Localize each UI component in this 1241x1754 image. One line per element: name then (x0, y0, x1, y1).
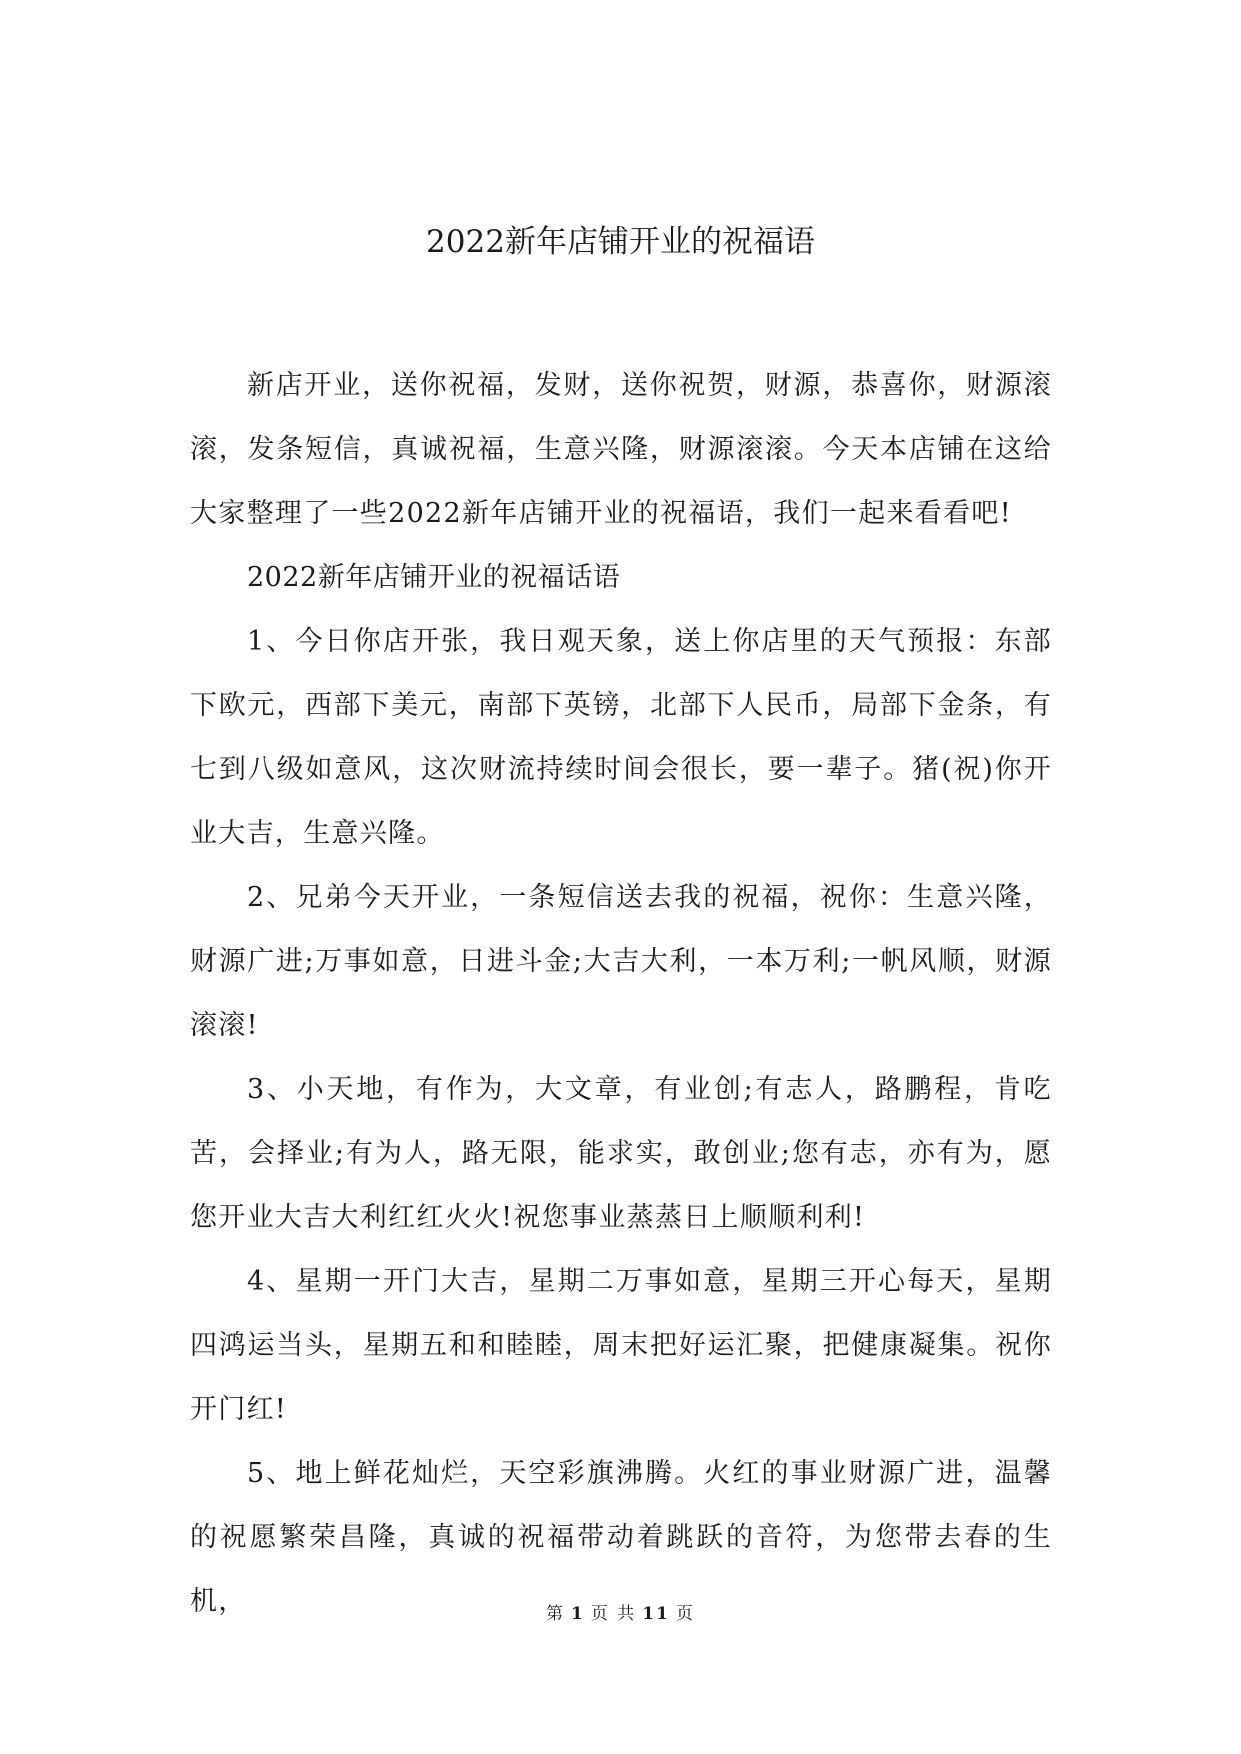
current-page-number: 1 (571, 1604, 585, 1624)
greeting-item-4: 4、星期一开门大吉，星期二万事如意，星期三开心每天，星期四鸿运当头，星期五和和睦睦，周末把好运汇聚，把健康凝集。祝你开门红! (190, 1266, 1052, 1425)
footer-suffix: 页 (675, 1604, 695, 1624)
footer-prefix: 第 (546, 1604, 566, 1624)
section-heading: 2022新年店铺开业的祝福话语 (247, 562, 621, 593)
greeting-item-2: 2、兄弟今天开业，一条短信送去我的祝福，祝你：生意兴隆，财源广进;万事如意，日进斗金;大吉大利，一本万利;一帆风顺，财源滚滚! (190, 882, 1052, 1041)
intro-paragraph: 新店开业，送你祝福，发财，送你祝贺，财源，恭喜你，财源滚滚，发条短信，真诚祝福，生意兴隆，财源滚滚。今天本店铺在这给大家整理了一些2022新年店铺开业的祝福语，我们一起来看看吧! (190, 370, 1052, 529)
footer-middle: 页 共 (590, 1604, 637, 1624)
greeting-item-3: 3、小天地，有作为，大文章，有业创;有志人，路鹏程，肯吃苦，会择业;有为人，路无限，能求实，敢创业;您有志，亦有为，愿您开业大吉大利红红火火!祝您事业蒸蒸日上顺顺利利! (190, 1074, 1052, 1233)
page-footer (0, 1602, 1241, 1626)
greeting-item-1: 1、今日你店开张，我日观天象，送上你店里的天气预报：东部下欧元，西部下美元，南部下英镑，北部下人民币，局部下金条，有七到八级如意风，这次财流持续时间会很长，要一辈子。猪(祝)你开业大吉，生意兴隆。 (190, 626, 1052, 849)
document-title: 2022新年店铺开业的祝福语 (426, 224, 815, 260)
document-body (190, 354, 1052, 1634)
total-pages-number: 11 (642, 1604, 670, 1624)
greeting-item-5: 5、地上鲜花灿烂，天空彩旗沸腾。火红的事业财源广进，温馨的祝愿繁荣昌隆，真诚的祝福带动着跳跃的音符，为您带去春的生机， (190, 1458, 1052, 1617)
